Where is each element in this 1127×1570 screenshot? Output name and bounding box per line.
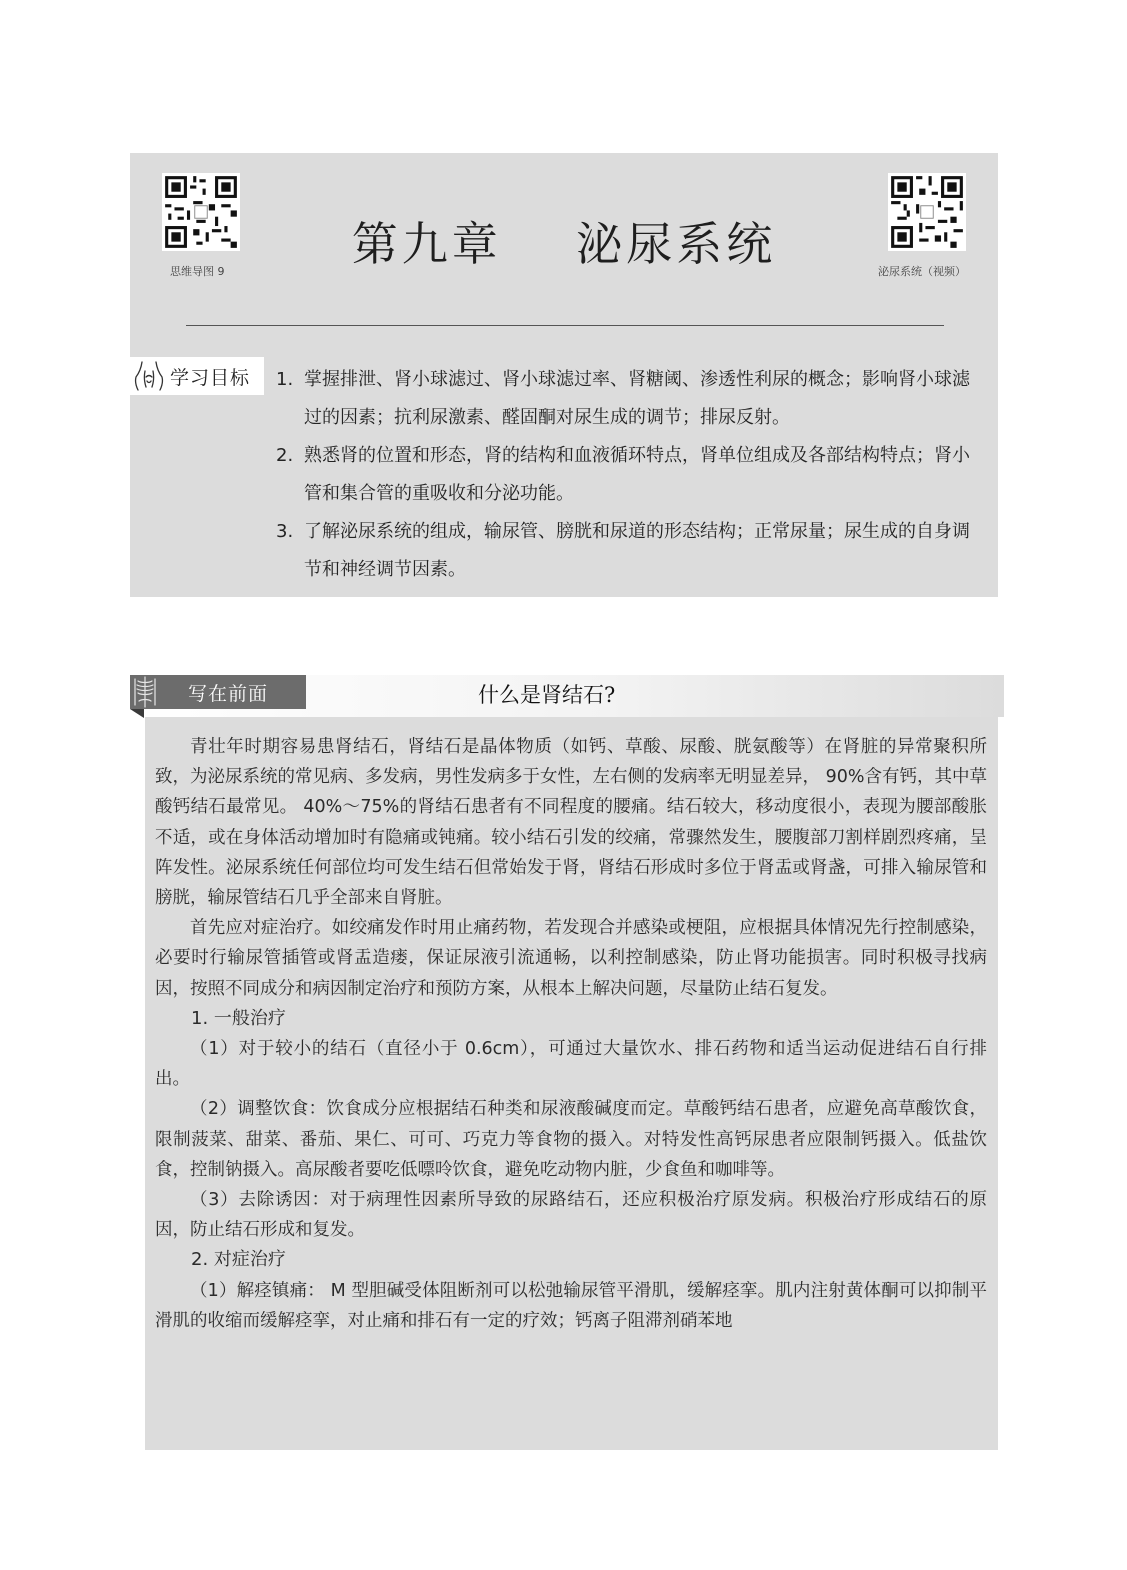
goal-number: 3. [276,521,294,542]
goal-text: 掌握排泄、肾小球滤过、肾小球滤过率、肾糖阈、渗透性利尿的概念；影响肾小球滤过的因素；抗利尿激素、醛固酮对尿生成的调节；排尿反射。 [304,369,970,428]
chapter-header [130,153,998,597]
goal-number: 1. [276,369,294,390]
paragraph: （1）解痉镇痛： M 型胆碱受体阻断剂可以松弛输尿管平滑肌，缓解痉挛。肌内注射黄体酮可以抑制平滑肌的收缩而缓解痉挛，对止痛和排石有一定的疗效；钙离子阻滞剂硝苯地 [155,1280,987,1331]
preface-header [130,675,1004,717]
preface-tag [130,675,306,709]
paragraph: （3）去除诱因：对于病理性因素所导致的尿路结石，还应积极治疗原发病。积极治疗形成结石的原因，防止结石形成和复发。 [155,1190,987,1241]
chapter-title: 第九章 泌尿系统 [351,217,777,271]
preface-body [145,717,998,1450]
qr-caption-mindmap: 思维导图 9 [170,265,225,278]
skeleton-icon [132,675,158,709]
qr-caption-video: 泌尿系统（视频） [878,265,966,278]
body-outline-icon [132,359,166,393]
divider [186,325,944,326]
preface-title: 什么是肾结石? [478,683,616,707]
paragraph: 首先应对症治疗。如绞痛发作时用止痛药物，若发现合并感染或梗阻，应根据具体情况先行控制感染，必要时行输尿管插管或肾盂造瘘，保证尿液引流通畅，以利控制感染，防止肾功能损害。同时积极寻找病因，按照不同成分和病因制定治疗和预防方案，从根本上解决问题，尽量防止结石复发。 [155,918,987,999]
preface-label: 写在前面 [188,682,269,705]
paragraph: 青壮年时期容易患肾结石，肾结石是晶体物质（如钙、草酸、尿酸、胱氨酸等）在肾脏的异常聚积所致，为泌尿系统的常见病、多发病，男性发病多于女性，左右侧的发病率无明显差异， 90%含有钙，其中草酸钙结石最常见。 40%～75%的肾结石患者有不同程度的腰痛。结石较大，移动度很小，表现为腰部酸胀不适，或在身体活动增加时有隐痛或钝痛。较小结石引发的绞痛，常骤然发生，腰腹部刀割样剧烈疼痛，呈阵发性。泌尿系统任何部位均可发生结石但常始发于肾，肾结石形成时多位于肾盂或肾盏，可排入输尿管和膀胱，输尿管结石几乎全部来自肾脏。 [155,737,987,909]
learning-goals-list [276,361,982,589]
learning-goal-item [276,437,982,513]
goal-text: 熟悉肾的位置和形态，肾的结构和血液循环特点，肾单位组成及各部结构特点；肾小管和集合管的重吸收和分泌功能。 [304,445,970,504]
section-heading: 2. 对症治疗 [191,1249,286,1271]
section-heading: 1. 一般治疗 [191,1007,286,1029]
learning-goal-item [276,361,982,437]
goal-number: 2. [276,445,294,466]
tag-fold [130,709,144,718]
learning-goals-label: 学习目标 [170,366,251,389]
goal-text: 了解泌尿系统的组成，输尿管、膀胱和尿道的形态结构；正常尿量；尿生成的自身调节和神经调节因素。 [304,521,970,580]
preface-content [155,732,987,1336]
paragraph: （2）调整饮食：饮食成分应根据结石种类和尿液酸碱度而定。草酸钙结石患者，应避免高草酸饮食，限制菠菜、甜菜、番茄、果仁、可可、巧克力等食物的摄入。对特发性高钙尿患者应限制钙摄入。低盐饮食，控制钠摄入。高尿酸者要吃低嘌呤饮食，避免吃动物内脏，少食鱼和咖啡等。 [155,1099,987,1180]
paragraph: （1）对于较小的结石（直径小于 0.6cm），可通过大量饮水、排石药物和适当运动促进结石自行排出。 [155,1039,987,1090]
learning-goals-tag [130,357,264,395]
learning-goal-item [276,513,982,589]
